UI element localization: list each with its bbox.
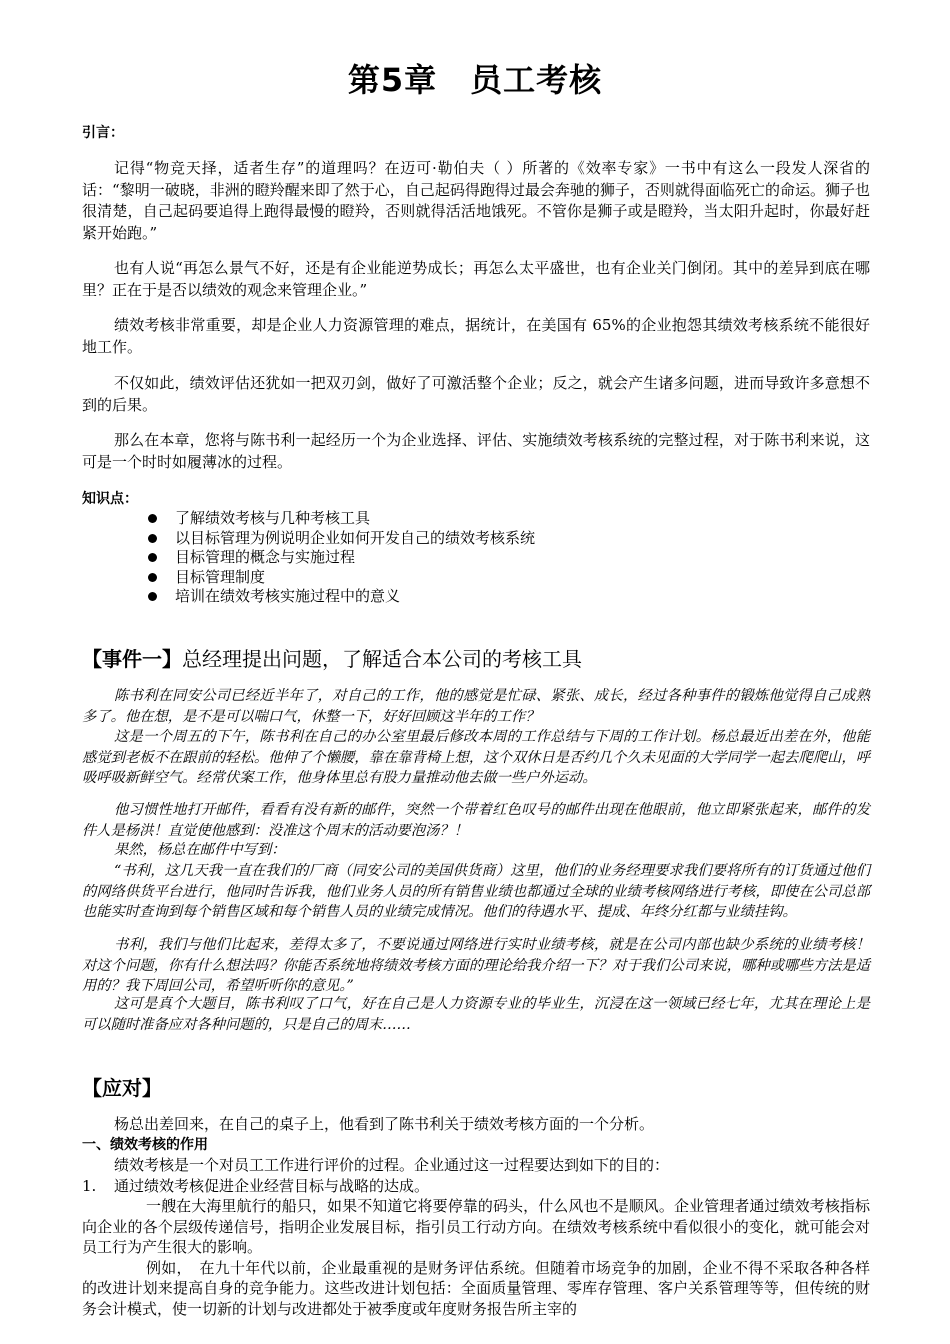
intro-paragraph: 绩效考核非常重要，却是企业人力资源管理的难点，据统计，在美国有 65%的企业抱怨其绩效考核系统不能很好地工作。 (82, 316, 870, 356)
story-paragraph: 这是一个周五的下午，陈书利在自己的办公室里最后修改本周的工作总结与下周的工作计划。杨总最近出差在外，他能感觉到老板不在跟前的轻松。他伸了个懒腰，靠在靠背椅上想，这个双休日是否约几个久未见面的大学同学一起去爬爬山，呼吸呼吸新鲜空气。经常伏案工作，他身体里总有股力量推动他去做一些户外运动。 (82, 729, 870, 787)
item-number: 1. (82, 1176, 97, 1195)
story-paragraph: 陈书利在同安公司已经近半年了，对自己的工作，他的感觉是忙碌、紧张、成长，经过各种事件的锻炼他觉得自己成熟多了。他在想，是不是可以喘口气，休整一下，好好回顾这半年的工作？ (82, 688, 870, 725)
response-heading: 【应对】 (82, 1076, 162, 1100)
intro-label: 引言： (82, 125, 124, 141)
numbered-item (82, 1176, 870, 1197)
bullet-icon (148, 553, 157, 562)
bullet-icon (148, 573, 157, 582)
section-intro: 绩效考核是一个对员工工作进行评价的过程。企业通过这一过程要达到如下的目的： (114, 1156, 670, 1174)
story-paragraph: “书利，这几天我一直在我们的厂商（同安公司的美国供货商）这里，他们的业务经理要求我们要将所有的订货通过他们的网络供货平台进行，他同时告诉我，他们业务人员的所有销售业绩也都通过全球的业绩考核网络进行考核，即使在公司总部也能实时查询到每个销售区域和每个销售人员的业绩完成情况。他们的待遇水平、提成、年终分红都与业绩挂钩。 (82, 863, 870, 921)
intro-paragraph: 不仅如此，绩效评估还犹如一把双刃剑，做好了可激活整个企业；反之，就会产生诸多问题，进而导致许多意想不到的后果。 (82, 374, 870, 414)
event-heading-tag: 【事件一】 (82, 647, 182, 671)
story-paragraph: 书利，我们与他们比起来，差得太多了，不要说通过网络进行实时业绩考核，就是在公司内部也缺少系统的业绩考核！对这个问题，你有什么想法吗？你能否系统地将绩效考核方面的理论给我介绍一下？对于我们公司来说，哪种或哪些方法是适用的？我下周回公司，希望听听你的意见。” (82, 937, 870, 995)
item-title: 通过绩效考核促进企业经营目标与战略的达成。 (114, 1176, 430, 1195)
bullet-icon (148, 592, 157, 601)
response-section (82, 1114, 870, 1319)
item-paragraph: 例如， 在九十年代以前，企业最重视的是财务评估系统。但随着市场竞争的加剧，企业不得不采取各种各样的改进计划来提高自身的竞争能力。这些改进计划包括：全面质量管理、零库存管理、客户关系管理等等，但传统的财务会计模式，使一切新的计划与改进都处于被季度或年度财务报告所主宰的 (82, 1258, 870, 1318)
list-item: 目标管理制度 (148, 568, 535, 588)
intro-paragraph: 那么在本章，您将与陈书利一起经历一个为企业选择、评估、实施绩效考核系统的完整过程，对于陈书利来说，这可是一个时时如履薄冰的过程。 (82, 431, 870, 471)
list-item: 目标管理的概念与实施过程 (148, 548, 535, 568)
list-item: 以目标管理为例说明企业如何开发自己的绩效考核系统 (148, 529, 535, 549)
story-paragraph: 果然，杨总在邮件中写到： (114, 842, 286, 858)
intro-paragraph: 记得“物竞天择，适者生存”的道理吗？在迈可·勒伯夫（ ）所著的《效率专家》一书中有这么一段发人深省的话：“黎明一破晓，非洲的瞪羚醒来即了然于心，自己起码得跑得过最会奔驰的狮子，否则就得面临死亡的命运。狮子也很清楚，自己起码要追得上跑得最慢的瞪羚，否则就得活活地饿死。不管你是狮子或是瞪羚，当太阳升起时，你最好赶紧开始跑。” (82, 159, 870, 242)
item-paragraph: 一艘在大海里航行的船只，如果不知道它将要停靠的码头，什么风也不是顺风。企业管理者通过绩效考核指标向企业的各个层级传递信号，指明企业发展目标，指引员工行动方向。在绩效考核系统中看似很小的变化，就可能会对员工行为产生很大的影响。 (82, 1197, 870, 1256)
chapter-title: 第5章 员工考核 (347, 61, 603, 99)
bullet-icon (148, 514, 157, 523)
bullet-icon (148, 534, 157, 543)
story-paragraph: 这可是真个大题目，陈书利叹了口气，好在自己是人力资源专业的毕业生，沉浸在这一领域已经七年，尤其在理论上是可以随时准备应对各种问题的，只是自己的周末…… (82, 996, 870, 1033)
event-heading (82, 643, 582, 672)
intro-paragraph: 也有人说“再怎么景气不好，还是有企业能逆势成长；再怎么太平盛世，也有企业关门倒闭。其中的差异到底在哪里？正在于是否以绩效的观念来管理企业。” (82, 259, 870, 299)
list-item: 培训在绩效考核实施过程中的意义 (148, 587, 535, 607)
knowledge-label: 知识点： (82, 491, 138, 507)
knowledge-points-list (148, 509, 535, 607)
response-intro: 杨总出差回来，在自己的桌子上，他看到了陈书利关于绩效考核方面的一个分析。 (114, 1115, 655, 1133)
event-heading-text: 总经理提出问题，了解适合本公司的考核工具 (182, 647, 582, 671)
list-item: 了解绩效考核与几种考核工具 (148, 509, 535, 529)
story-paragraph: 他习惯性地打开邮件，看看有没有新的邮件，突然一个带着红色叹号的邮件出现在他眼前，他立即紧张起来，邮件的发件人是杨洪！直觉使他感到：没准这个周末的活动要泡汤？！ (82, 802, 870, 839)
section-heading: 一、绩效考核的作用 (82, 1136, 208, 1153)
